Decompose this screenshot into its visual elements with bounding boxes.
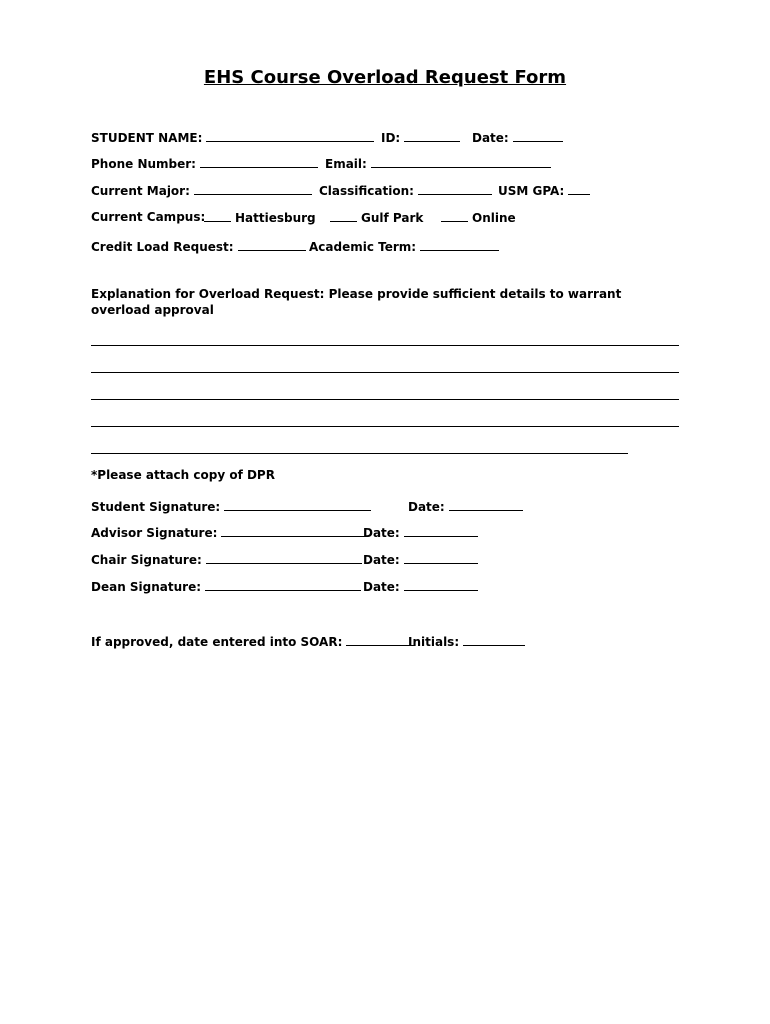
student-name-blank[interactable] <box>206 130 374 142</box>
explanation-line[interactable] <box>91 453 628 454</box>
soar-date-blank[interactable] <box>346 634 414 646</box>
phone-field[interactable] <box>91 156 318 171</box>
hattiesburg-label: Hattiesburg <box>235 211 316 225</box>
term-label: Academic Term: <box>309 240 417 254</box>
date-field[interactable] <box>472 130 563 145</box>
student-signature-date-field[interactable] <box>408 499 523 514</box>
form-title: EHS Course Overload Request Form <box>203 67 567 88</box>
advisor-signature-date-field[interactable] <box>363 525 478 540</box>
dean-signature-field[interactable] <box>91 579 361 594</box>
gpa-blank[interactable] <box>568 183 590 195</box>
credit-load-field[interactable] <box>91 239 306 254</box>
email-field[interactable] <box>325 156 551 171</box>
gulf-park-blank[interactable] <box>330 210 357 222</box>
chair-signature-date-label: Date: <box>363 553 400 567</box>
phone-blank[interactable] <box>200 156 318 168</box>
advisor-signature-label: Advisor Signature: <box>91 526 218 540</box>
dean-signature-date-field[interactable] <box>363 579 478 594</box>
explanation-label: Explanation for Overload Request: Please provide sufficient details to warrant overload approval <box>91 287 622 317</box>
chair-signature-date-field[interactable] <box>363 552 478 567</box>
major-label: Current Major: <box>91 184 190 198</box>
classification-field[interactable] <box>319 183 492 198</box>
dean-signature-date-blank[interactable] <box>404 579 478 591</box>
email-label: Email: <box>325 157 367 171</box>
credit-load-blank[interactable] <box>238 239 306 251</box>
major-blank[interactable] <box>194 183 312 195</box>
credit-load-label: Credit Load Request: <box>91 240 234 254</box>
online-label: Online <box>472 211 516 225</box>
major-field[interactable] <box>91 183 312 198</box>
attach-note: *Please attach copy of DPR <box>91 468 275 482</box>
dean-signature-blank[interactable] <box>205 579 361 591</box>
date-blank[interactable] <box>513 130 563 142</box>
date-label: Date: <box>472 131 509 145</box>
student-name-field[interactable] <box>91 130 374 145</box>
classification-blank[interactable] <box>418 183 492 195</box>
id-field[interactable] <box>381 130 460 145</box>
online-blank[interactable] <box>441 210 468 222</box>
advisor-signature-blank[interactable] <box>221 525 366 537</box>
campus-option-gulf-park[interactable] <box>330 210 423 225</box>
gulf-park-label: Gulf Park <box>361 211 424 225</box>
dean-signature-date-label: Date: <box>363 580 400 594</box>
explanation-line[interactable] <box>91 372 679 373</box>
student-signature-field[interactable] <box>91 499 371 514</box>
chair-signature-field[interactable] <box>91 552 362 567</box>
advisor-signature-field[interactable] <box>91 525 366 540</box>
student-signature-blank[interactable] <box>224 499 371 511</box>
email-blank[interactable] <box>371 156 551 168</box>
soar-label: If approved, date entered into SOAR: <box>91 635 343 649</box>
chair-signature-blank[interactable] <box>206 552 362 564</box>
chair-signature-date-blank[interactable] <box>404 552 478 564</box>
campus-option-hattiesburg[interactable] <box>204 210 316 225</box>
hattiesburg-blank[interactable] <box>204 210 231 222</box>
explanation-line[interactable] <box>91 426 679 427</box>
initials-label: Initials: <box>408 635 460 649</box>
initials-field[interactable] <box>408 634 525 649</box>
initials-blank[interactable] <box>463 634 525 646</box>
id-blank[interactable] <box>404 130 460 142</box>
id-label: ID: <box>381 131 401 145</box>
gpa-label: USM GPA: <box>498 184 565 198</box>
student-signature-date-label: Date: <box>408 500 445 514</box>
gpa-field[interactable] <box>498 183 590 198</box>
explanation-line[interactable] <box>91 399 679 400</box>
campus-label: Current Campus: <box>91 210 206 224</box>
explanation-line[interactable] <box>91 345 679 346</box>
student-signature-label: Student Signature: <box>91 500 221 514</box>
advisor-signature-date-blank[interactable] <box>404 525 478 537</box>
campus-option-online[interactable] <box>441 210 516 225</box>
soar-date-field[interactable] <box>91 634 414 649</box>
term-blank[interactable] <box>420 239 499 251</box>
term-field[interactable] <box>309 239 499 254</box>
advisor-signature-date-label: Date: <box>363 526 400 540</box>
phone-label: Phone Number: <box>91 157 196 171</box>
student-name-label: STUDENT NAME: <box>91 131 203 145</box>
chair-signature-label: Chair Signature: <box>91 553 202 567</box>
dean-signature-label: Dean Signature: <box>91 580 202 594</box>
classification-label: Classification: <box>319 184 414 198</box>
student-signature-date-blank[interactable] <box>449 499 523 511</box>
